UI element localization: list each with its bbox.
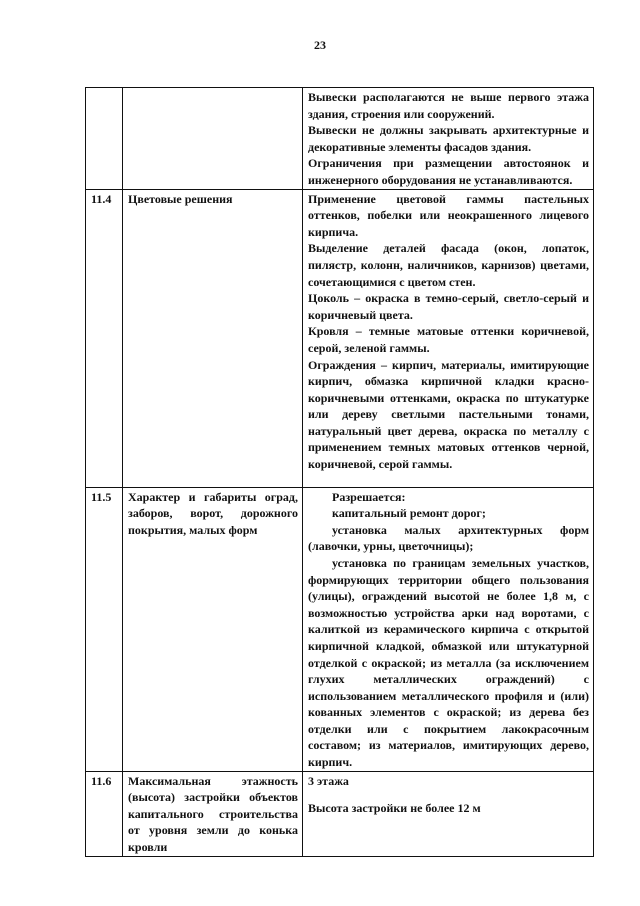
paragraph: 3 этажа [308, 773, 349, 788]
paragraph: Применение цветовой гаммы пастельных оттенков, побелки или неокрашенного лицевого кирпича. [308, 191, 589, 239]
row-content [303, 771, 594, 856]
row-name: Характер и габариты оград, заборов, ворот, дорожного покрытия, малых форм [123, 487, 303, 771]
paragraph: Вывески не должны закрывать архитектурные и декоративные элементы фасадов здания. [308, 123, 589, 154]
table-row [86, 771, 594, 856]
paragraph: установка по границам земельных участков, формирующих территории общего пользования (улицы), ограждений высотой не более 1,8 м, с возможностью устройства арки над воротами, с калиткой из керамического кирпича с открытой кирпичной кладкой, обмазкой или штукатурной отделкой с окраской; из металла (за исключением глухих металлических ограждений) с использованием металлического профиля и (или) кованных элементов с окраской; из дерева без отделки или с покрытием лакокрасочным составом; из материалов, имитирующих дерево, кирпич. [308, 555, 589, 770]
table-row [86, 189, 594, 487]
paragraph: Цоколь – окраска в темно-серый, светло-серый и коричневый цвета. [308, 291, 589, 322]
row-name: Максимальная этажность (высота) застройки объектов капитального строительства от уровня земли до конька кровли [123, 771, 303, 856]
row-number [86, 88, 123, 190]
paragraph: Ограждения – кирпич, материалы, имитирующие кирпич, обмазка кирпичной кладки красно-коричневыми оттенками, окраска по штукатурке или дереву светлыми пастельными тонами, натуральный цвет дерева, окраска по металлу с применением темных матовых оттенков черной, коричневой, серой гаммы. [308, 357, 589, 472]
row-name [123, 88, 303, 190]
page-number: 23 [314, 38, 326, 52]
paragraph: Вывески располагаются не выше первого этажа здания, строения или сооружений. [308, 90, 589, 121]
paragraph: Высота застройки не более 12 м [308, 801, 481, 816]
regulations-table [85, 87, 594, 857]
row-number: 11.4 [86, 189, 123, 487]
paragraph: установка малых архитектурных форм (лавочки, урны, цветочницы); [308, 522, 589, 554]
row-content [303, 88, 594, 190]
row-content [303, 487, 594, 771]
row-name: Цветовые решения [123, 189, 303, 487]
row-number: 11.6 [86, 771, 123, 856]
paragraph: Выделение деталей фасада (окон, лопаток, пилястр, колонн, наличников, карнизов) цветами, сочетающимися с цветом стен. [308, 241, 589, 289]
row-number: 11.5 [86, 487, 123, 771]
table-row [86, 487, 594, 771]
paragraph: Ограничения при размещении автостоянок и инженерного оборудования не устанавливаются. [308, 156, 589, 187]
paragraph: Разрешается: [332, 489, 406, 504]
paragraph: капитальный ремонт дорог; [332, 506, 486, 521]
paragraph: Кровля – темные матовые оттенки коричневой, серой, зеленой гаммы. [308, 324, 589, 355]
row-content [303, 189, 594, 487]
table-row [86, 88, 594, 190]
